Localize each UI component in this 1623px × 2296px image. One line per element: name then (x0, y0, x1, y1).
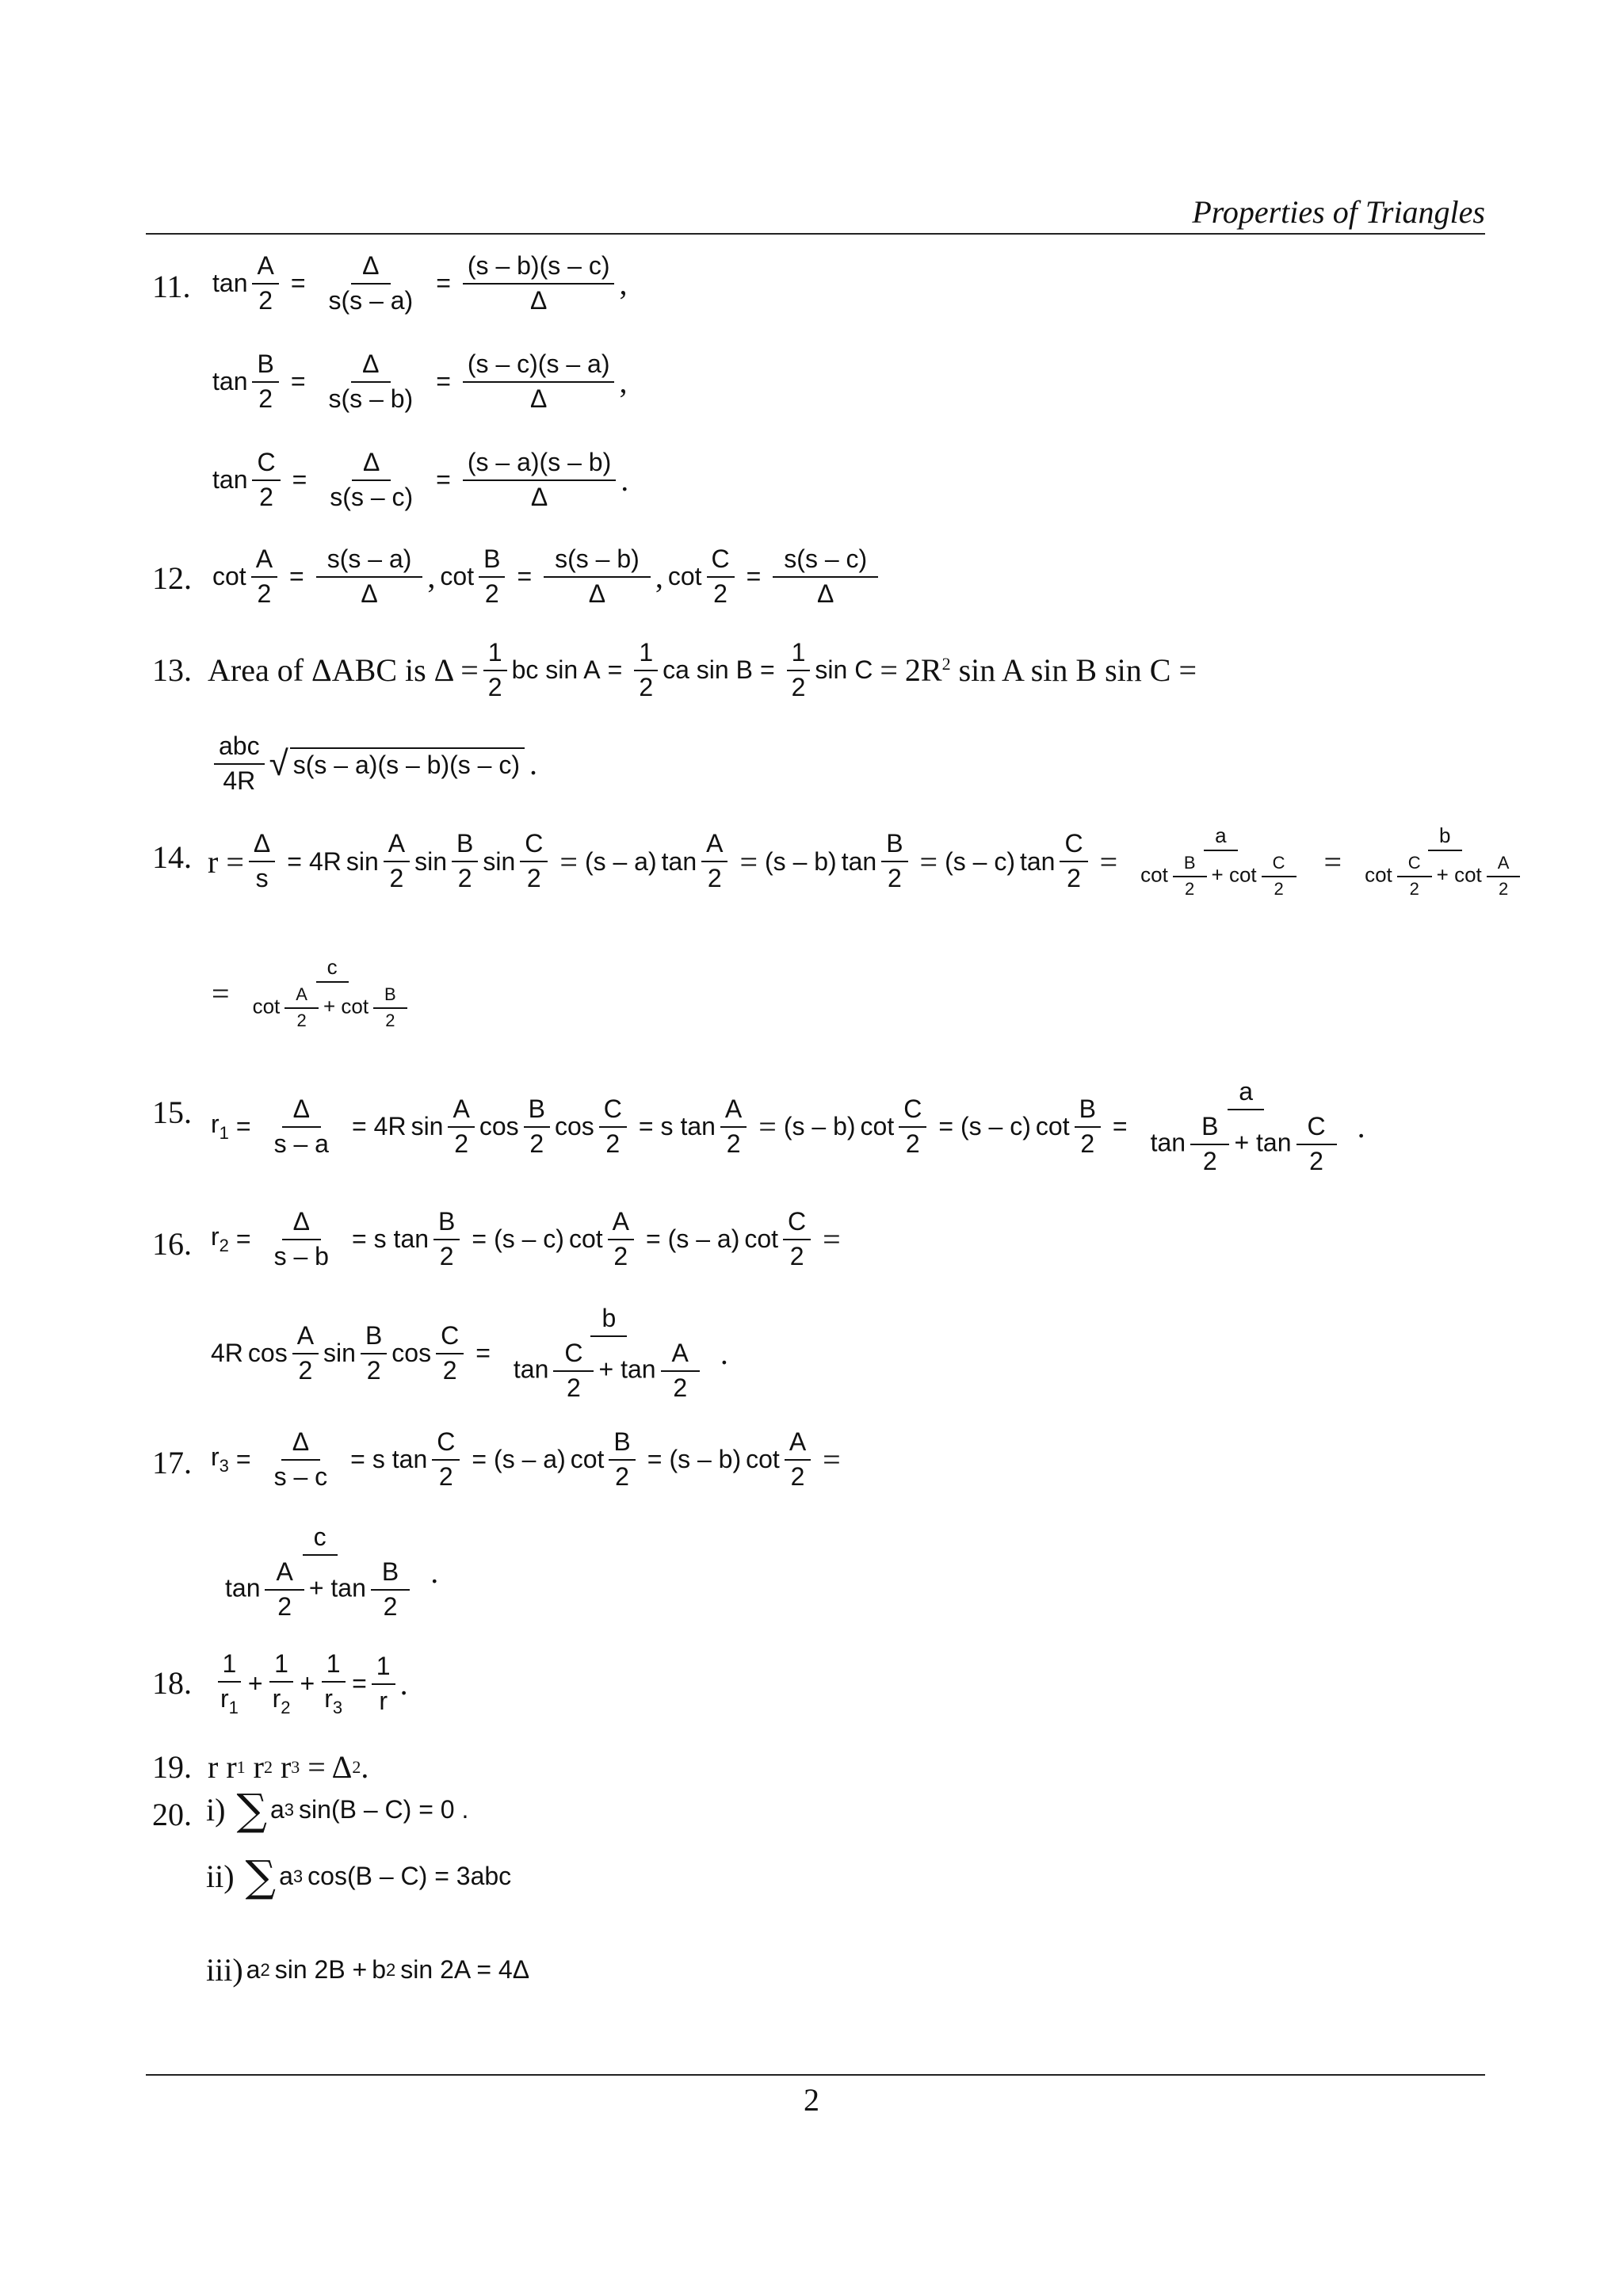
item-number-18: 18. (152, 1665, 192, 1701)
fn: tan (212, 269, 248, 298)
header-title: Properties of Triangles (1192, 194, 1485, 230)
formula-20-iii: iii) a 2 sin 2B + b 2 sin 2A = 4Δ (206, 1952, 530, 1988)
running-header (146, 187, 1485, 235)
fraction: $\frac{(s - b)(s - c)}{\Delta}$ (463, 252, 615, 315)
formula-17-r3: $r_3$ = $\frac{\Delta}{s - c}$ = s tan $\frac{C}{2}$ = (s – a) cot $\frac{B}{2}$ = (s – b) cot $\frac{A}{2}$ = (211, 1427, 841, 1491)
sqrt: √ s(s – a)(s – b)(s – c) (269, 744, 525, 784)
item-number-12: 12. (152, 560, 192, 596)
item-number-20: 20. (152, 1797, 192, 1832)
formula-20-ii: ii) ∑ a 3 cos(B – C) = 3abc (206, 1851, 512, 1901)
formula-12: cot $\frac{A}{2}$ = $\frac{s(s - a)}{\Delta}$ , cot $\frac{B}{2}$ = $\frac{s(s - b)}{\Delta}$ , cot $\frac{C}{2}$ = $\frac{s(s - c)}{\Delta}$ (212, 545, 883, 609)
item-number-13: 13. (152, 652, 192, 688)
item-number-16: 16. (152, 1226, 192, 1262)
fraction: $\frac{\Delta}{s(s - a)}$ (328, 251, 414, 315)
item-number-15: 15. (152, 1095, 192, 1130)
formula-13-area: Area of ΔABC is Δ = $\frac{1}{2}$ bc sin A = $\frac{1}{2}$ ca sin B = $\frac{1}{2}$ sin C = $2R^2$ sin A sin B sin C = (208, 638, 1197, 701)
formula-14-r: r = $\frac{\Delta}{s}$ = 4R sin $\frac{A}{2}$ sin $\frac{B}{2}$ sin $\frac{C}{2}$ = (s – a) tan $\frac{A}{2}$ = (s – b) tan $\frac{B}{2}$ = (s – c) tan $\frac{C}{2}$ = a cot $\frac{B}{2}$ + cot $\frac{C}{2}$ = b cot $\frac{C}{2}$ + cot $\frac{A}{2}$ (208, 824, 1541, 899)
formula-14-r-cont: = c cot $\frac{A}{2}$ + cot $\frac{B}{2}$ (204, 956, 428, 1030)
half-angle: $\frac{A}{2}$ (252, 252, 278, 315)
formula-16-r2-cont: 4R cos $\frac{A}{2}$ sin $\frac{B}{2}$ cos $\frac{C}{2}$ = b tan $\frac{C}{2}$ + tan $\frac{A}{2}$ . (211, 1304, 728, 1402)
item-number-11: 11. (152, 269, 191, 304)
formula-13-heron: $\frac{\text{abc}}{4R}$ √ s(s – a)(s – b)(s – c) . (209, 732, 537, 796)
header-rule (146, 233, 1485, 235)
footer-rule (146, 2074, 1485, 2076)
page-number: 2 (804, 2082, 819, 2118)
formula-17-r3-cont: c tan $\frac{A}{2}$ + tan $\frac{B}{2}$ . (225, 1522, 439, 1621)
formula-20-i: i) ∑ a 3 sin(B – C) = 0 . (206, 1785, 469, 1835)
item-number-17: 17. (152, 1445, 192, 1480)
formula-11-tanB: tan $\frac{B}{2}$ = $\frac{\Delta}{s(s - b)}$ = $\frac{(s - c)(s - a)}{\Delta}$ , (212, 350, 628, 413)
formula-11-tanC: tan $\frac{C}{2}$ = $\frac{\Delta}{s(s - c)}$ = $\frac{(s - a)(s - b)}{\Delta}$ . (212, 448, 629, 511)
formula-19: r r 1 r 2 r 3 = Δ 2 . (208, 1749, 369, 1785)
item-number-14: 14. (152, 839, 192, 875)
formula-16-r2: $r_2$ = $\frac{\Delta}{s - b}$ = s tan $\frac{B}{2}$ = (s – c) cot $\frac{A}{2}$ = (s – a) cot $\frac{C}{2}$ = (211, 1207, 841, 1270)
formula-15-r1: $r_1$ = $\frac{\Delta}{s - a}$ = 4R sin $\frac{A}{2}$ cos $\frac{B}{2}$ cos $\frac{C}{2}$ = s tan $\frac{A}{2}$ = (s – b) cot $\frac{C}{2}$ = (s – c) cot $\frac{B}{2}$ = a tan $\frac{B}{2}$ + tan $\frac{C}{2}$ . (211, 1077, 1365, 1175)
item-number-19: 19. (152, 1749, 192, 1785)
formula-11-tanA: tan $\frac{A}{2}$ = $\frac{\Delta}{s(s - a)}$ = $\frac{(s - b)(s - c)}{\Delta}$ , (212, 251, 628, 315)
formula-18: $\frac{1}{r_1}$ + $\frac{1}{r_2}$ + $\frac{1}{r_3}$ = $\frac{1}{r}$ . (211, 1650, 408, 1717)
